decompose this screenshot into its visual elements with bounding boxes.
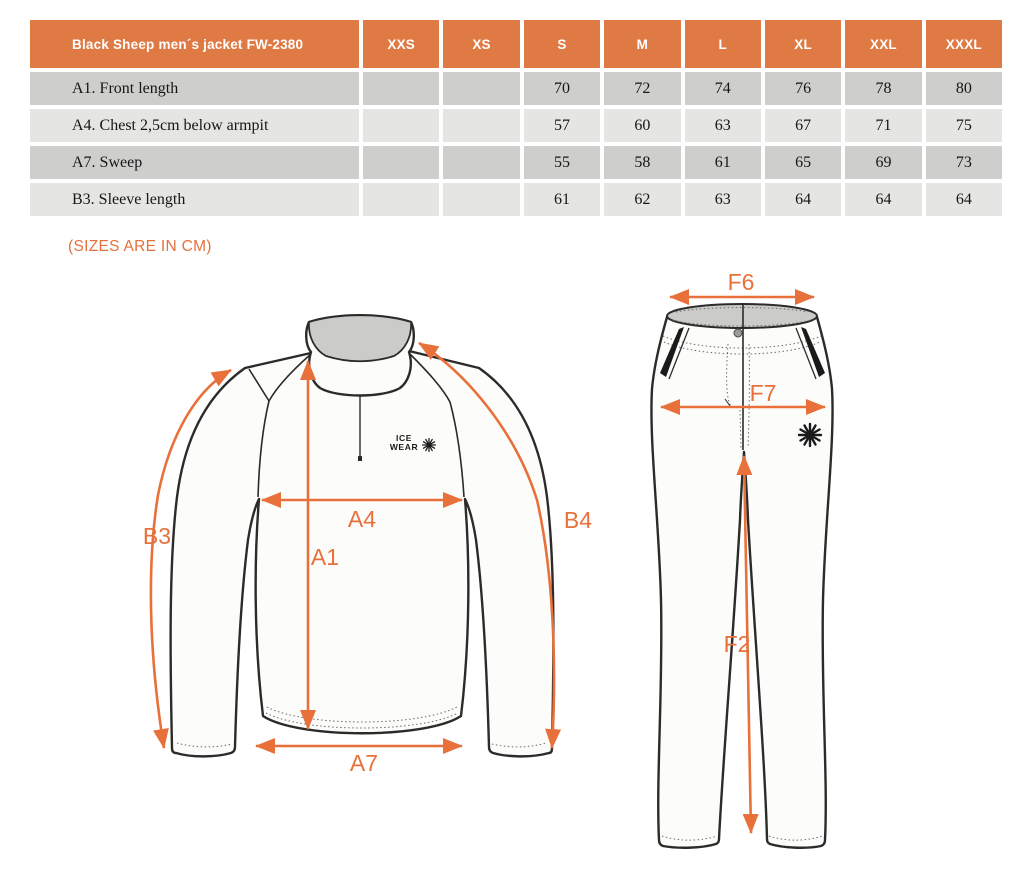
size-col-header-xxs: XXS <box>363 20 439 68</box>
value-cell: 64 <box>845 183 921 216</box>
value-cell: 63 <box>685 183 761 216</box>
size-col-header-xs: XS <box>443 20 519 68</box>
value-cell: 69 <box>845 146 921 179</box>
value-cell: 63 <box>685 109 761 142</box>
value-cell <box>443 72 519 105</box>
size-col-header-xxxl: XXXL <box>926 20 1002 68</box>
pants-f2-label: F2 <box>723 631 751 657</box>
jacket-a4-label: A4 <box>347 506 377 532</box>
brand-logo-line2: WEAR <box>389 442 419 452</box>
row-label-a1: A1. Front length <box>30 72 359 105</box>
size-col-header-xl: XL <box>765 20 841 68</box>
pants-button <box>734 329 742 337</box>
row-label-a4: A4. Chest 2,5cm below armpit <box>30 109 359 142</box>
value-cell: 73 <box>926 146 1002 179</box>
jacket-b3-label: B3 <box>142 523 172 549</box>
jacket-outline <box>171 351 554 756</box>
size-col-header-l: L <box>685 20 761 68</box>
row-label-b3: B3. Sleeve length <box>30 183 359 216</box>
value-cell: 64 <box>765 183 841 216</box>
value-cell <box>443 183 519 216</box>
jacket-diagram <box>85 285 615 800</box>
value-cell: 70 <box>524 72 600 105</box>
size-col-header-xxl: XXL <box>845 20 921 68</box>
value-cell: 60 <box>604 109 680 142</box>
pants-diagram <box>615 265 880 870</box>
pants-waist-opening <box>667 304 817 328</box>
pants-f6-label: F6 <box>727 269 755 295</box>
value-cell: 74 <box>685 72 761 105</box>
brand-logo-line1: ICE <box>396 433 412 443</box>
value-cell: 78 <box>845 72 921 105</box>
value-cell: 80 <box>926 72 1002 105</box>
value-cell: 58 <box>604 146 680 179</box>
value-cell <box>443 146 519 179</box>
size-col-header-s: S <box>524 20 600 68</box>
value-cell: 75 <box>926 109 1002 142</box>
jacket-collar-top <box>309 315 411 361</box>
value-cell: 71 <box>845 109 921 142</box>
value-cell: 64 <box>926 183 1002 216</box>
value-cell: 76 <box>765 72 841 105</box>
value-cell: 61 <box>524 183 600 216</box>
value-cell: 62 <box>604 183 680 216</box>
value-cell: 65 <box>765 146 841 179</box>
size-col-header-m: M <box>604 20 680 68</box>
jacket-a1-label: A1 <box>310 544 340 570</box>
row-label-a7: A7. Sweep <box>30 146 359 179</box>
sizes-note: (SIZES ARE IN CM) <box>68 238 212 255</box>
value-cell: 61 <box>685 146 761 179</box>
value-cell: 67 <box>765 109 841 142</box>
pants-outline <box>651 306 832 848</box>
table-title: Black Sheep men´s jacket FW-2380 <box>30 20 359 68</box>
value-cell <box>363 183 439 216</box>
size-table <box>30 20 1002 216</box>
value-cell <box>443 109 519 142</box>
value-cell: 55 <box>524 146 600 179</box>
value-cell <box>363 72 439 105</box>
value-cell: 57 <box>524 109 600 142</box>
value-cell <box>363 146 439 179</box>
value-cell: 72 <box>604 72 680 105</box>
value-cell <box>363 109 439 142</box>
jacket-zipper-pull <box>358 456 362 461</box>
pants-f7-label: F7 <box>749 380 777 406</box>
jacket-a7-label: A7 <box>349 750 379 776</box>
jacket-b4-label: B4 <box>563 507 593 533</box>
